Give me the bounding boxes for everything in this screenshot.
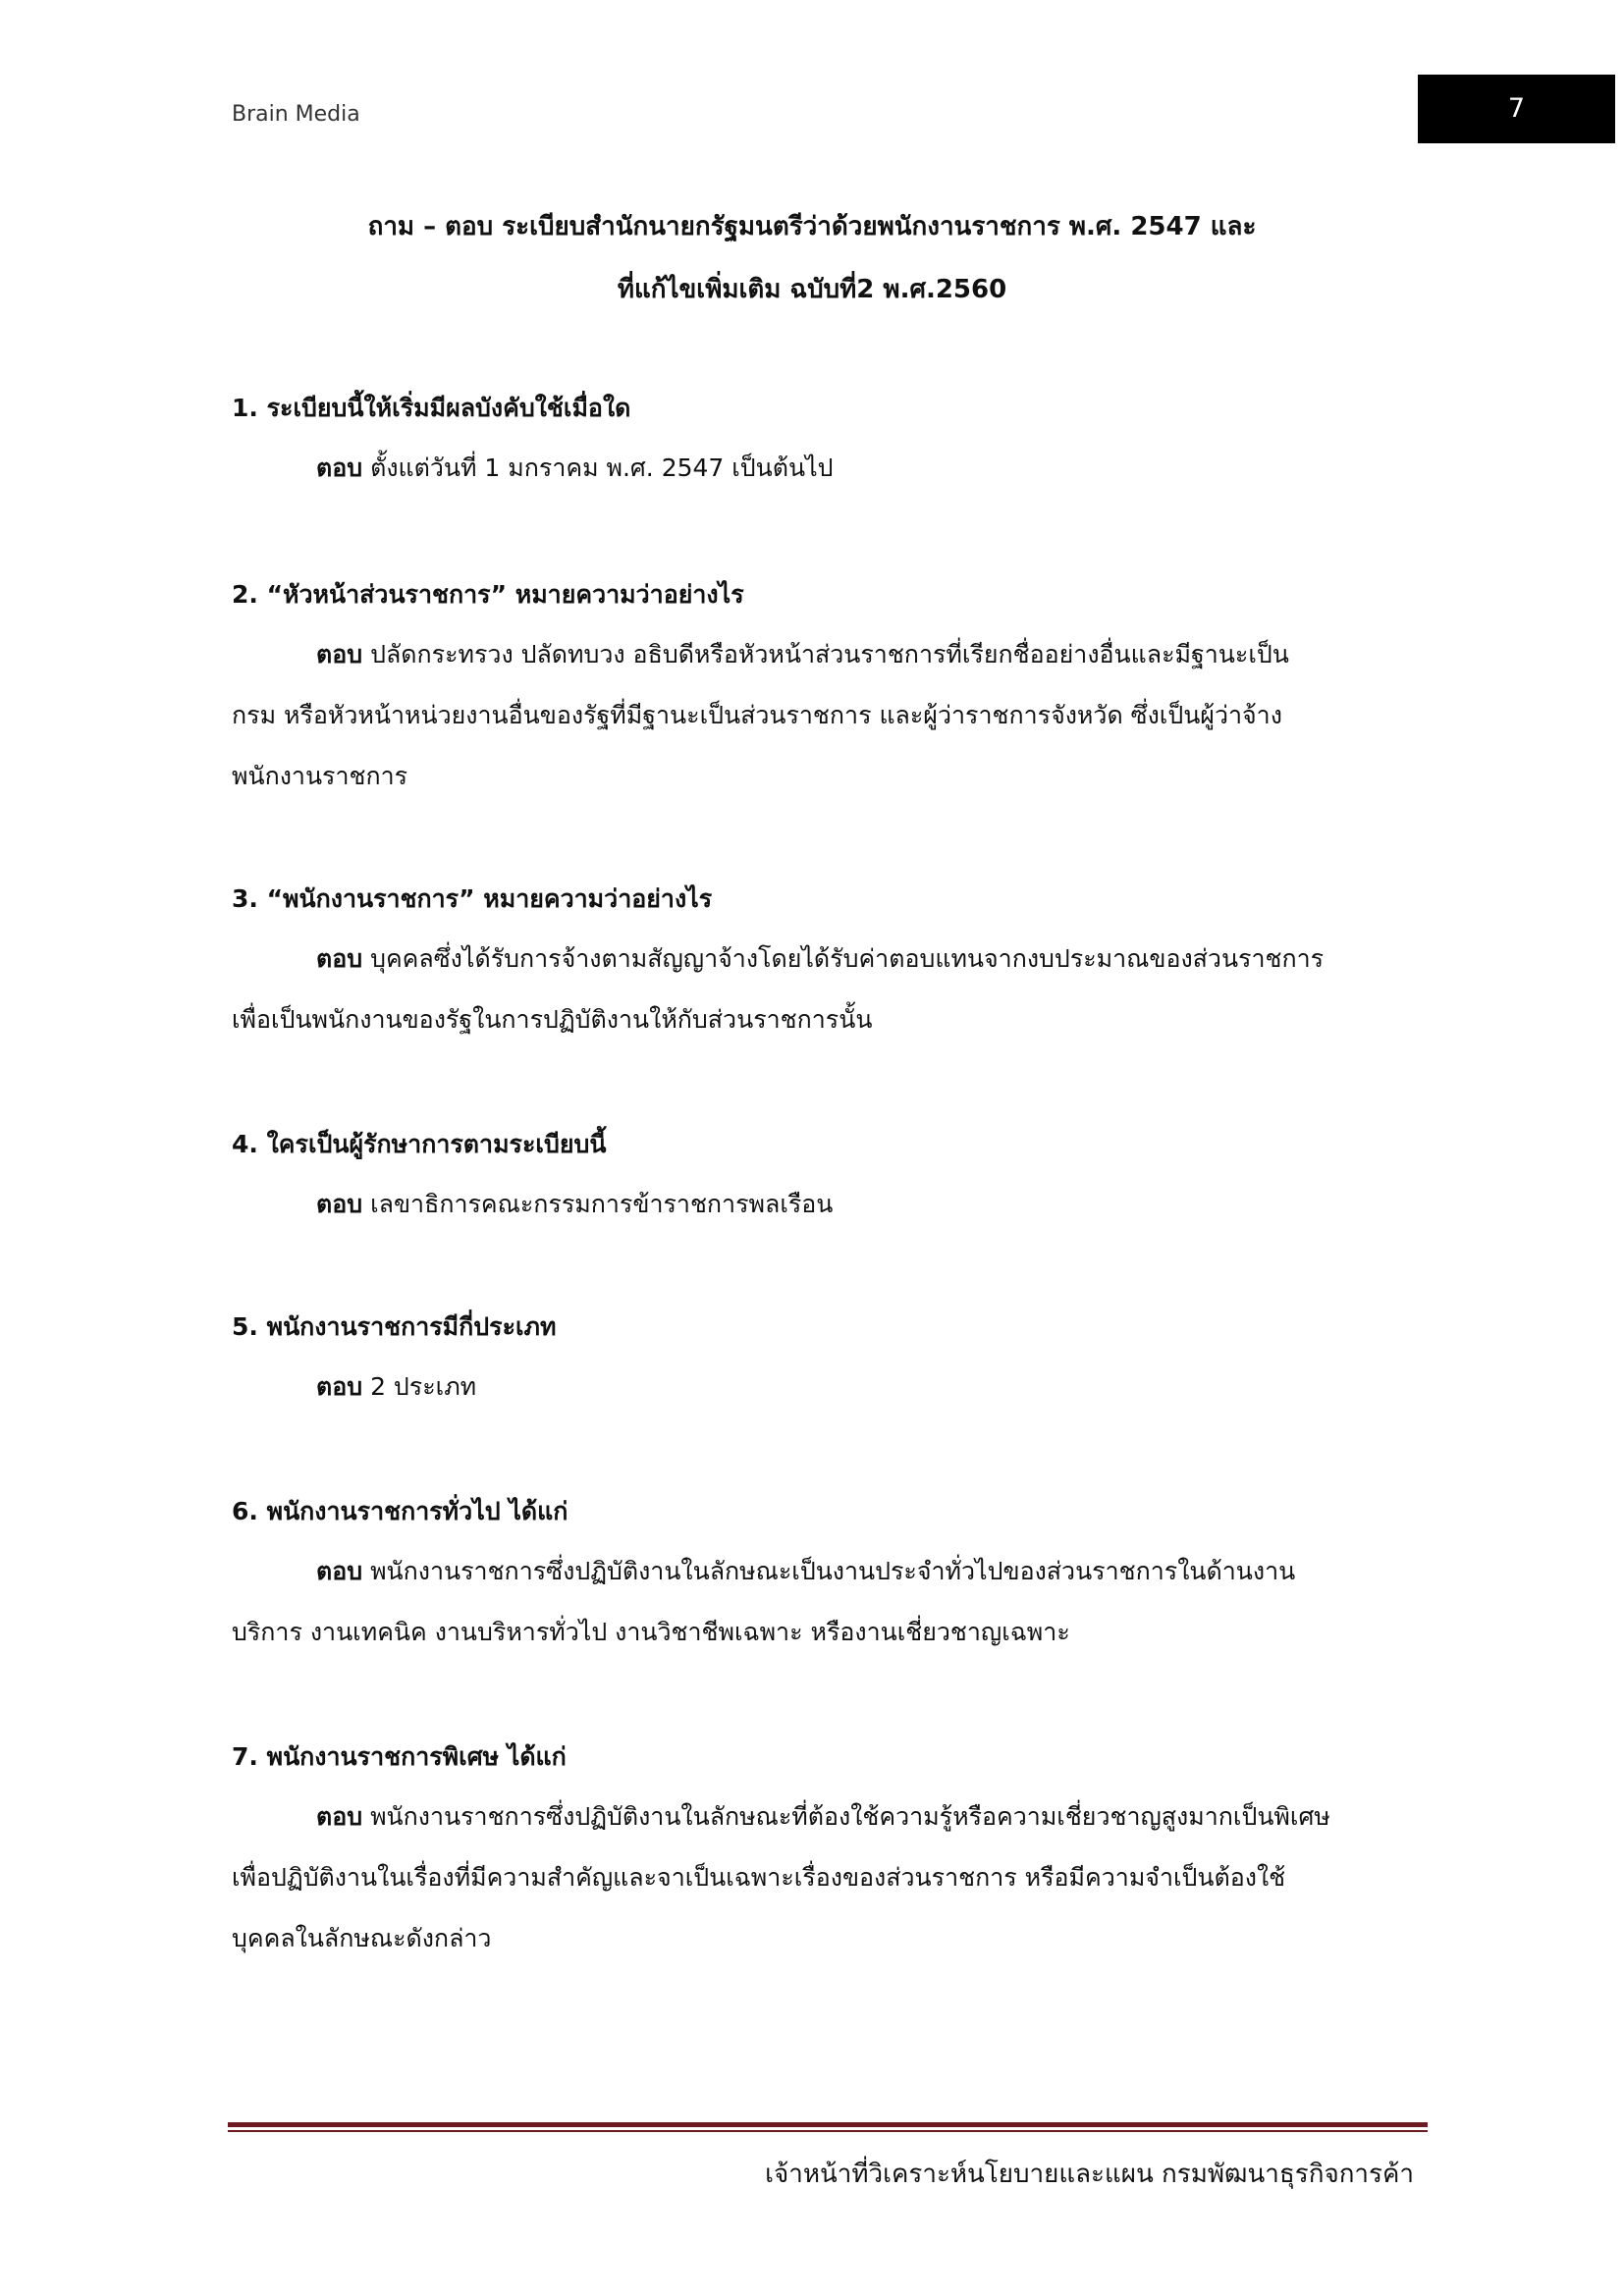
header-brand: Brain Media <box>232 102 360 127</box>
answer-3-line-2: เพื่อเป็นพนักงานของรัฐในการปฏิบัติงานให้กับส่วนราชการนั้น <box>232 1005 873 1034</box>
answer-label: ตอบ <box>316 944 363 973</box>
question-1: 1. ระเบียบนี้ให้เริ่มมีผลบังคับใช้เมื่อใด <box>232 394 631 422</box>
answer-2-line-2: กรม หรือหัวหน้าหน่วยงานอื่นของรัฐที่มีฐานะเป็นส่วนราชการ และผู้ว่าราชการจังหวัด ซึ่งเป็นผู้ว่าจ้าง <box>232 701 1282 729</box>
answer-label: ตอบ <box>316 640 363 668</box>
qa-item-7 <box>232 1728 1439 1969</box>
document-title-line-1: ถาม – ตอบ ระเบียบสำนักนายกรัฐมนตรีว่าด้วยพนักงานราชการ พ.ศ. 2547 และ <box>367 212 1257 241</box>
answer-5-line-1: 2 ประเภท <box>370 1372 477 1401</box>
answer-7-line-2: เพื่อปฏิบัติงานในเรื่องที่มีความสำคัญและจาเป็นเฉพาะเรื่องของส่วนราชการ หรือมีความจำเป็นต้องใช้ <box>232 1863 1286 1892</box>
question-4: 4. ใครเป็นผู้รักษาการตามระเบียบนี้ <box>232 1130 607 1158</box>
question-6: 6. พนักงานราชการทั่วไป ได้แก่ <box>232 1497 568 1525</box>
qa-item-1 <box>232 379 1439 499</box>
answer-6 <box>232 1541 1439 1663</box>
answer-7-line-3: บุคคลในลักษณะดังกล่าว <box>232 1924 492 1952</box>
question-3: 3. “พนักงานราชการ” หมายความว่าอย่างไร <box>232 884 713 913</box>
answer-2-line-1: ปลัดกระทรวง ปลัดทบวง อธิบดีหรือหัวหน้าส่วนราชการที่เรียกชื่ออย่างอื่นและมีฐานะเป็น <box>370 640 1289 668</box>
answer-7-line-1: พนักงานราชการซึ่งปฏิบัติงานในลักษณะที่ต้องใช้ความรู้หรือความเชี่ยวชาญสูงมากเป็นพิเศษ <box>370 1802 1330 1831</box>
footer-divider-thin <box>228 2130 1428 2132</box>
answer-label: ตอบ <box>316 1802 363 1831</box>
answer-2-line-3: พนักงานราชการ <box>232 762 408 790</box>
answer-7 <box>232 1787 1439 1969</box>
question-5: 5. พนักงานราชการมีกี่ประเภท <box>232 1312 557 1341</box>
footer-text: เจ้าหน้าที่วิเคราะห์นโยบายและแผน กรมพัฒนาธุรกิจการค้า <box>765 2160 1414 2189</box>
answer-1-line-1: ตั้งแต่วันที่ 1 มกราคม พ.ศ. 2547 เป็นต้นไป <box>370 454 834 482</box>
answer-3 <box>232 929 1439 1050</box>
answer-label: ตอบ <box>316 454 363 482</box>
answer-4 <box>232 1174 1439 1235</box>
answer-1 <box>232 438 1439 499</box>
answer-2 <box>232 624 1439 807</box>
footer-divider-thick <box>228 2122 1428 2127</box>
answer-label: ตอบ <box>316 1190 363 1218</box>
question-2: 2. “หัวหน้าส่วนราชการ” หมายความว่าอย่างไร <box>232 580 744 609</box>
answer-3-line-1: บุคคลซึ่งได้รับการจ้างตามสัญญาจ้างโดยได้รับค่าตอบแทนจากงบประมาณของส่วนราชการ <box>370 944 1325 973</box>
document-title-line-2: ที่แก้ไขเพิ่มเติม ฉบับที่2 พ.ศ.2560 <box>617 275 1007 304</box>
question-7: 7. พนักงานราชการพิเศษ ได้แก่ <box>232 1742 567 1771</box>
answer-label: ตอบ <box>316 1372 363 1401</box>
answer-4-line-1: เลขาธิการคณะกรรมการข้าราชการพลเรือน <box>370 1190 834 1218</box>
answer-5 <box>232 1357 1439 1417</box>
qa-item-6 <box>232 1482 1439 1663</box>
qa-item-2 <box>232 565 1439 807</box>
qa-item-4 <box>232 1115 1439 1235</box>
answer-6-line-1: พนักงานราชการซึ่งปฏิบัติงานในลักษณะเป็นงานประจำทั่วไปของส่วนราชการในด้านงาน <box>370 1557 1296 1585</box>
answer-label: ตอบ <box>316 1557 363 1585</box>
qa-item-5 <box>232 1298 1439 1417</box>
page-number-badge: 7 <box>1418 75 1615 143</box>
answer-6-line-2: บริการ งานเทคนิค งานบริหารทั่วไป งานวิชาชีพเฉพาะ หรืองานเชี่ยวชาญเฉพาะ <box>232 1618 1070 1646</box>
qa-item-3 <box>232 870 1439 1050</box>
